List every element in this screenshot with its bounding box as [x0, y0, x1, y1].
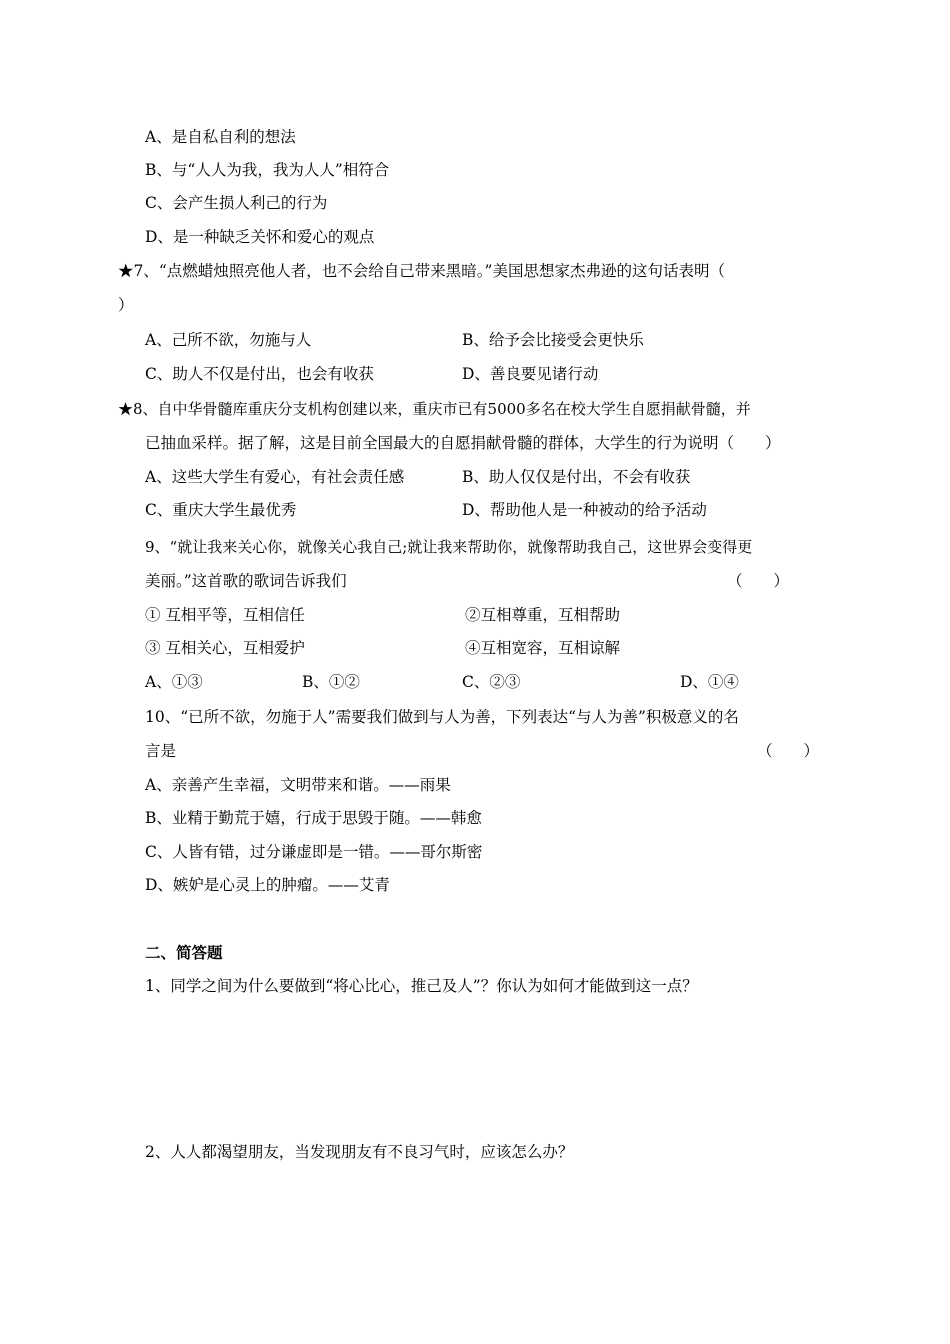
q9-statement-1: ① 互相平等，互相信任 — [145, 606, 305, 624]
q9-statement-2: ②互相尊重，互相帮助 — [465, 606, 621, 624]
short-answer-q2: 2、人人都渴望朋友，当发现朋友有不良习气时，应该怎么办？ — [145, 1143, 574, 1161]
q9-stem-continued: 美丽。”这首歌的歌词告诉我们 — [145, 572, 347, 590]
q9-statement-3: ③ 互相关心，互相爱护 — [145, 639, 305, 657]
q6-option-c: C、会产生损人利己的行为 — [145, 194, 328, 212]
q7-option-c: C、助人不仅是付出，也会有收获 — [145, 365, 374, 383]
q9-option-b: B、①② — [302, 673, 360, 691]
q7-option-b: B、给予会比接受会更快乐 — [462, 331, 644, 349]
q10-option-b: B、业精于勤荒于嬉，行成于思毁于随。——韩愈 — [145, 809, 482, 827]
q10-answer-paren: （ ） — [757, 742, 820, 760]
q6-option-d: D、是一种缺乏关怀和爱心的观点 — [145, 228, 375, 246]
q9-statement-4: ④互相宽容，互相谅解 — [465, 639, 621, 657]
q8-option-a: A、这些大学生有爱心，有社会责任感 — [145, 468, 405, 486]
q8-stem: ★8、自中华骨髓库重庆分支机构创建以来，重庆市已有5000多名在校大学生自愿捐献骨髓，并 — [118, 400, 751, 418]
q10-option-c: C、人皆有错，过分谦虚即是一错。——哥尔斯密 — [145, 843, 483, 861]
q10-stem: 10、“已所不欲，勿施于人”需要我们做到与人为善，下列表达“与人为善”积极意义的名 — [145, 708, 739, 726]
q6-option-b: B、与“人人为我，我为人人”相符合 — [145, 161, 390, 179]
q6-option-a: A、是自私自利的想法 — [145, 128, 296, 146]
q9-answer-paren: （ ） — [727, 572, 790, 590]
q7-stem-continued: ） — [118, 296, 134, 314]
q10-option-a: A、亲善产生幸福，文明带来和谐。——雨果 — [145, 776, 451, 794]
q9-option-a: A、①③ — [145, 673, 203, 691]
q10-option-d: D、嫉妒是心灵上的肿瘤。——艾青 — [145, 876, 390, 894]
q7-stem: ★7、“点燃蜡烛照亮他人者，也不会给自己带来黑暗。”美国思想家杰弗逊的这句话表明（ — [118, 262, 725, 280]
q7-option-d: D、善良要见诸行动 — [462, 365, 599, 383]
q8-stem-continued: 已抽血采样。据了解，这是目前全国最大的自愿捐献骨髓的群体，大学生的行为说明（ ） — [145, 434, 781, 452]
q9-option-d: D、①④ — [680, 673, 739, 691]
short-answer-q1: 1、同学之间为什么要做到“将心比心，推己及人”？你认为如何才能做到这一点？ — [145, 977, 698, 995]
section-2-title: 二、简答题 — [145, 944, 223, 962]
q10-stem-continued: 言是 — [145, 742, 177, 760]
q9-stem: 9、“就让我来关心你，就像关心我自己;就让我来帮助你，就像帮助我自己，这世界会变得更 — [145, 538, 753, 556]
q8-option-d: D、帮助他人是一种被动的给予活动 — [462, 501, 707, 519]
q8-option-b: B、助人仅仅是付出，不会有收获 — [462, 468, 691, 486]
q7-option-a: A、己所不欲，勿施与人 — [145, 331, 312, 349]
q8-option-c: C、重庆大学生最优秀 — [145, 501, 297, 519]
q9-option-c: C、②③ — [462, 673, 521, 691]
